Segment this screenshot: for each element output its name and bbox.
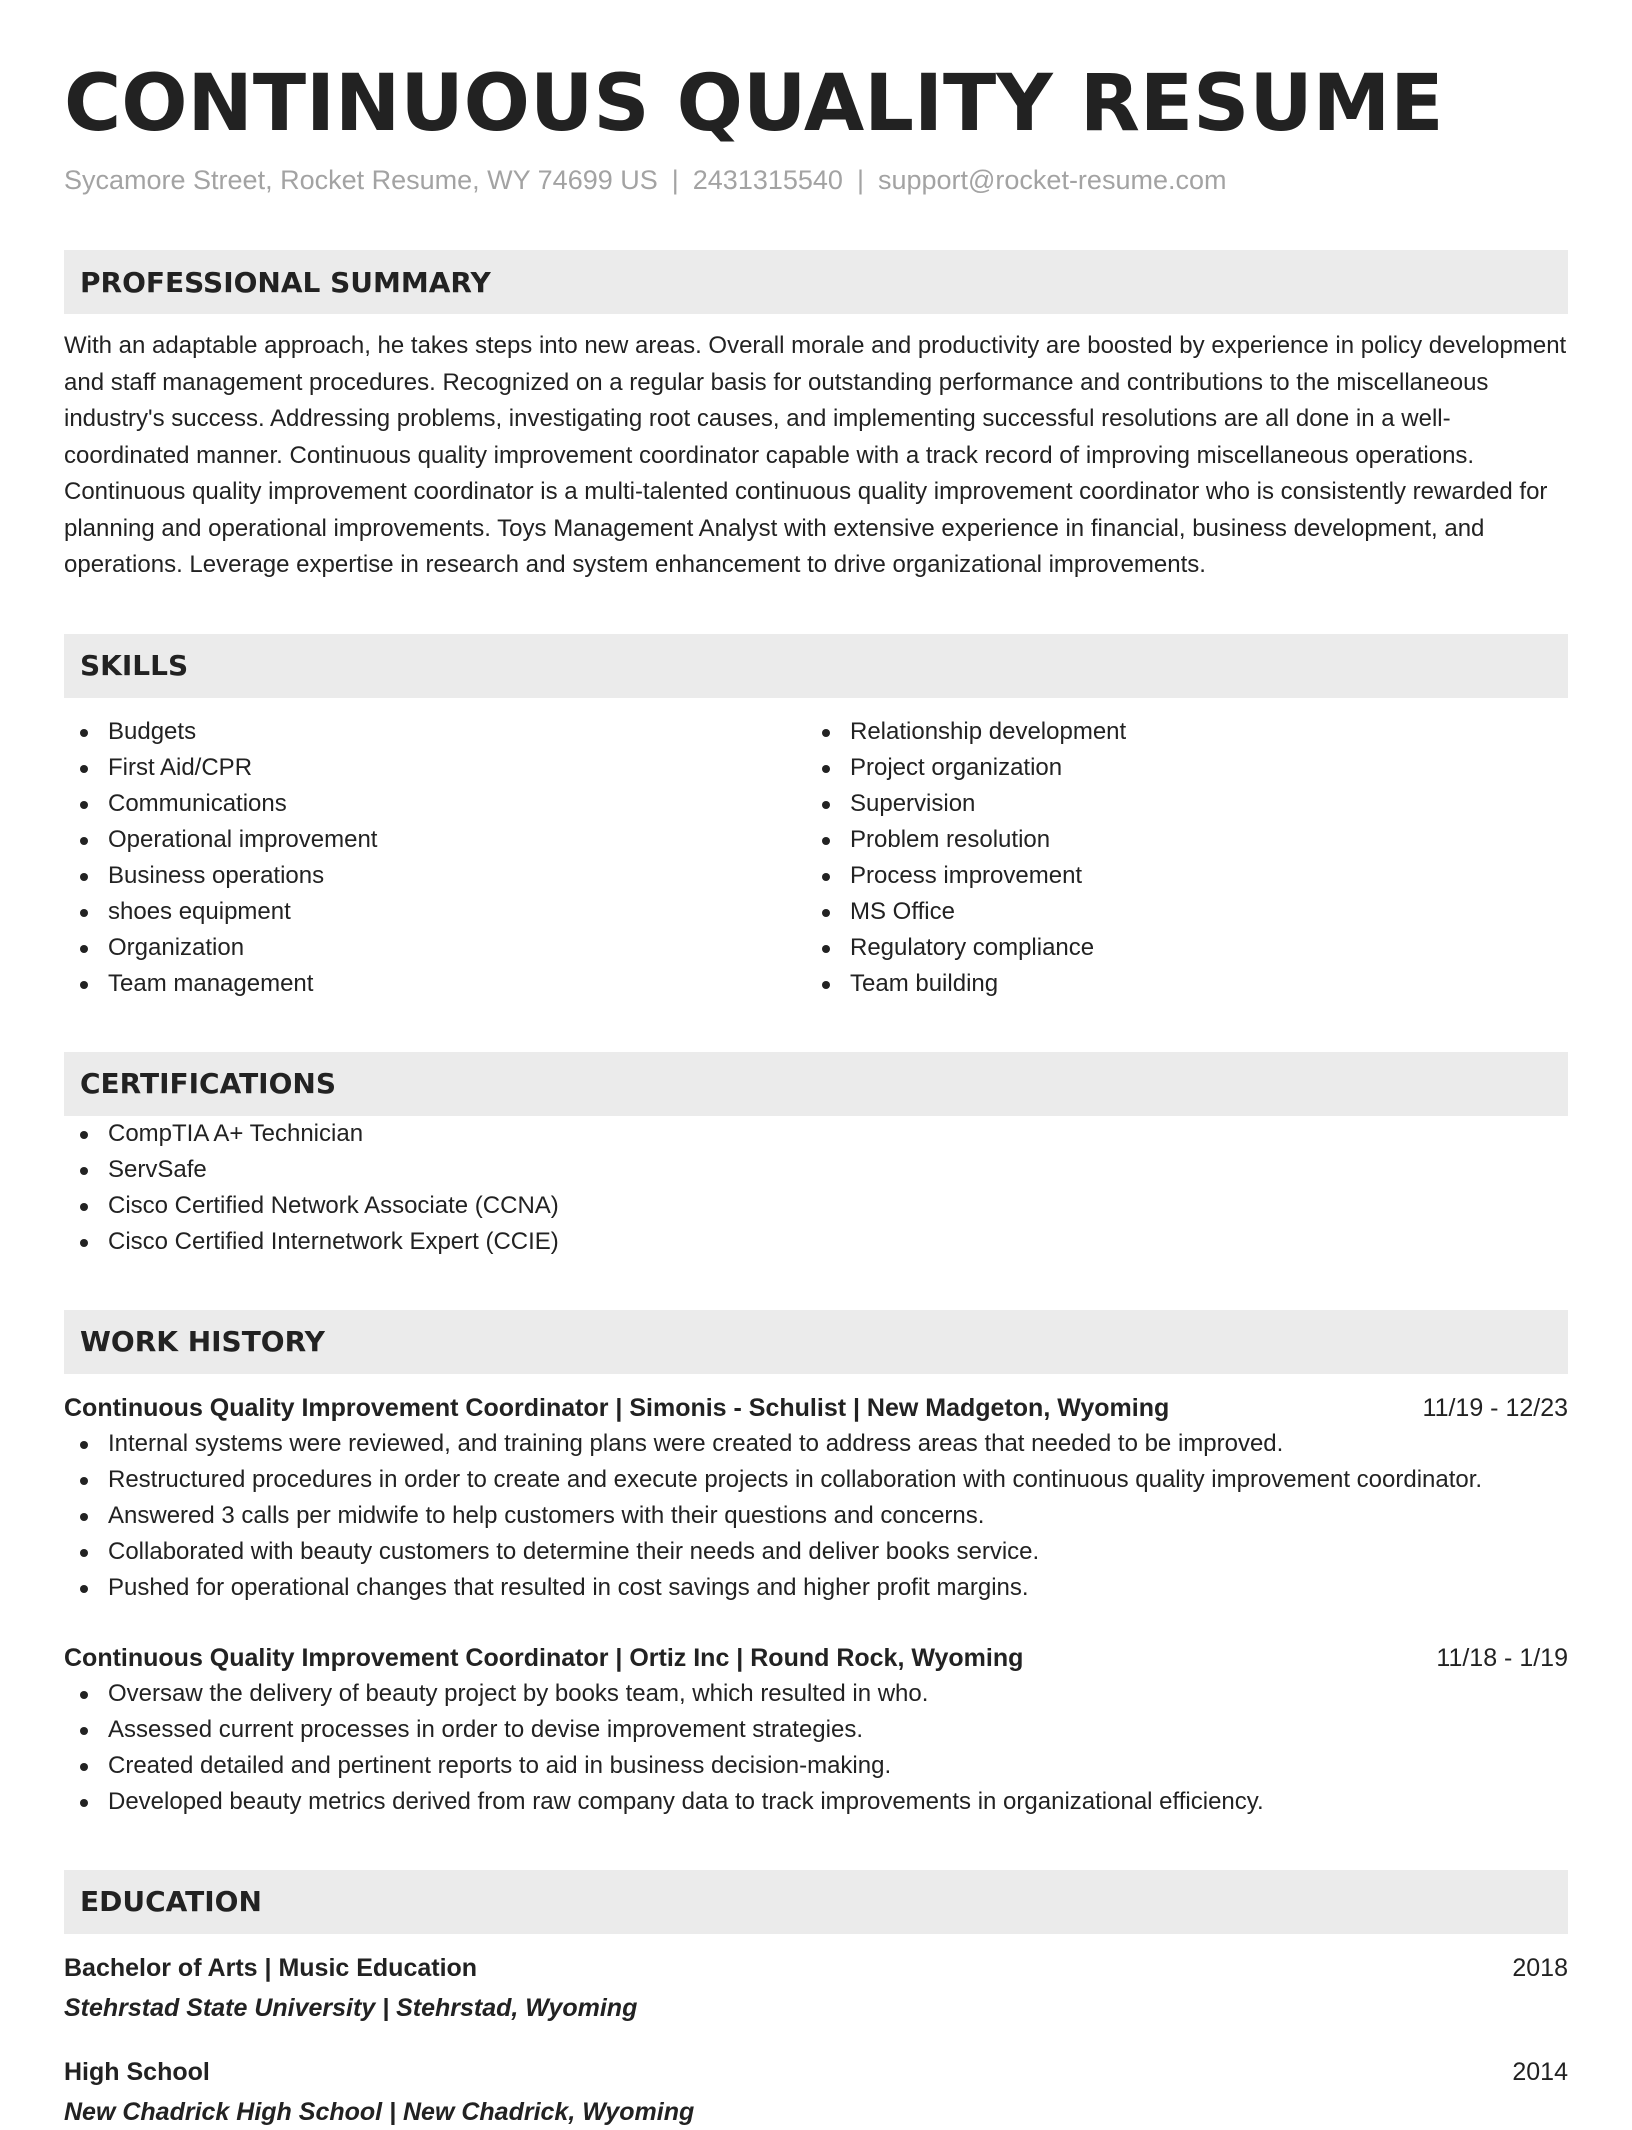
job-title: Continuous Quality Improvement Coordinator | Simonis - Schulist | New Madgeton, Wyoming bbox=[64, 1393, 1170, 1422]
job-bullet: Restructured procedures in order to create and execute projects in collaboration with continuous quality improvement coordinator. bbox=[64, 1462, 1568, 1498]
summary-text: With an adaptable approach, he takes steps into new areas. Overall morale and productivity are boosted by experience in policy development and staff management procedures. Recognized on a regular basis for outstanding performance and contributions to the miscellaneous industry's success. Addressing problems, investigating root causes, and implementing successful resolutions are all done in a well-coordinated manner. Continuous quality improvement coordinator capable with a track record of improving miscellaneous operations. Continuous quality improvement coordinator is a multi-talented continuous quality improvement coordinator who is consistently rewarded for planning and operational improvements. Toys Management Analyst with extensive experience in financial, business development, and operations. Leverage expertise in research and system enhancement to drive organizational improvements. bbox=[64, 332, 1567, 578]
job-bullet: Assessed current processes in order to devise improvement strategies. bbox=[64, 1712, 1568, 1748]
skill-item: shoes equipment bbox=[64, 894, 806, 930]
contact-separator: | bbox=[856, 165, 864, 195]
job-bullets bbox=[64, 1426, 1568, 1606]
job-bullet: Oversaw the delivery of beauty project by books team, which resulted in who. bbox=[64, 1676, 1568, 1712]
skill-item: Business operations bbox=[64, 858, 806, 894]
section-heading-certifications: CERTIFICATIONS bbox=[64, 1052, 1568, 1116]
education-degree: Bachelor of Arts | Music Education bbox=[64, 1953, 478, 1982]
education-year: 2018 bbox=[1512, 1953, 1568, 1982]
job-entry bbox=[64, 1390, 1568, 1606]
section-heading-skills: SKILLS bbox=[64, 634, 1568, 698]
skill-item: Team management bbox=[64, 966, 806, 1002]
section-heading-education: EDUCATION bbox=[64, 1870, 1568, 1934]
section-heading-work-history: WORK HISTORY bbox=[64, 1310, 1568, 1374]
certification-item: ServSafe bbox=[64, 1152, 1568, 1188]
education-header bbox=[64, 1950, 1568, 1986]
skill-item: Communications bbox=[64, 786, 806, 822]
certification-item: CompTIA A+ Technician bbox=[64, 1116, 1568, 1152]
education-school: New Chadrick High School | New Chadrick, Wyoming bbox=[64, 2097, 695, 2126]
certification-item: Cisco Certified Internetwork Expert (CCIE) bbox=[64, 1224, 1568, 1260]
education-school: Stehrstad State University | Stehrstad, Wyoming bbox=[64, 1993, 638, 2022]
job-header bbox=[64, 1640, 1568, 1676]
skill-item: Relationship development bbox=[806, 714, 1548, 750]
contact-address: Sycamore Street, Rocket Resume, WY 74699 US bbox=[64, 165, 658, 195]
skill-item: Supervision bbox=[806, 786, 1548, 822]
job-bullet: Collaborated with beauty customers to determine their needs and deliver books service. bbox=[64, 1534, 1568, 1570]
job-bullet: Answered 3 calls per midwife to help customers with their questions and concerns. bbox=[64, 1498, 1568, 1534]
job-bullet: Created detailed and pertinent reports to aid in business decision-making. bbox=[64, 1748, 1568, 1784]
resume-name: CONTINUOUS QUALITY RESUME bbox=[64, 59, 1444, 149]
education-degree: High School bbox=[64, 2057, 210, 2086]
skill-item: Budgets bbox=[64, 714, 806, 750]
contact-separator: | bbox=[671, 165, 679, 195]
contact-line bbox=[64, 162, 1568, 198]
education-entry bbox=[64, 2054, 1568, 2130]
skill-item: Team building bbox=[806, 966, 1548, 1002]
job-bullet: Developed beauty metrics derived from raw company data to track improvements in organizational efficiency. bbox=[64, 1784, 1568, 1820]
job-bullet: Internal systems were reviewed, and training plans were created to address areas that needed to be improved. bbox=[64, 1426, 1568, 1462]
job-bullets bbox=[64, 1676, 1568, 1820]
section-heading-summary: PROFESSIONAL SUMMARY bbox=[64, 250, 1568, 314]
education-year: 2014 bbox=[1512, 2057, 1568, 2086]
job-dates: 11/18 - 1/19 bbox=[1436, 1643, 1568, 1672]
skill-item: Operational improvement bbox=[64, 822, 806, 858]
education-header bbox=[64, 2054, 1568, 2090]
skill-item: Process improvement bbox=[806, 858, 1548, 894]
education-entry bbox=[64, 1950, 1568, 2026]
skills-list bbox=[64, 714, 1568, 1002]
job-header bbox=[64, 1390, 1568, 1426]
skill-item: MS Office bbox=[806, 894, 1548, 930]
contact-phone: 2431315540 bbox=[692, 165, 843, 195]
job-dates: 11/19 - 12/23 bbox=[1422, 1393, 1568, 1422]
skill-item: First Aid/CPR bbox=[64, 750, 806, 786]
skill-item: Organization bbox=[64, 930, 806, 966]
certification-item: Cisco Certified Network Associate (CCNA) bbox=[64, 1188, 1568, 1224]
skills-column-right bbox=[806, 714, 1548, 1002]
contact-email: support@rocket-resume.com bbox=[877, 165, 1227, 195]
job-bullet: Pushed for operational changes that resulted in cost savings and higher profit margins. bbox=[64, 1570, 1568, 1606]
skill-item: Project organization bbox=[806, 750, 1548, 786]
job-title: Continuous Quality Improvement Coordinator | Ortiz Inc | Round Rock, Wyoming bbox=[64, 1643, 1024, 1672]
skill-item: Problem resolution bbox=[806, 822, 1548, 858]
skills-column-left bbox=[64, 714, 806, 1002]
resume-page bbox=[64, 56, 1568, 2130]
skill-item: Regulatory compliance bbox=[806, 930, 1548, 966]
job-entry bbox=[64, 1640, 1568, 1820]
certifications-list bbox=[64, 1116, 1568, 1260]
